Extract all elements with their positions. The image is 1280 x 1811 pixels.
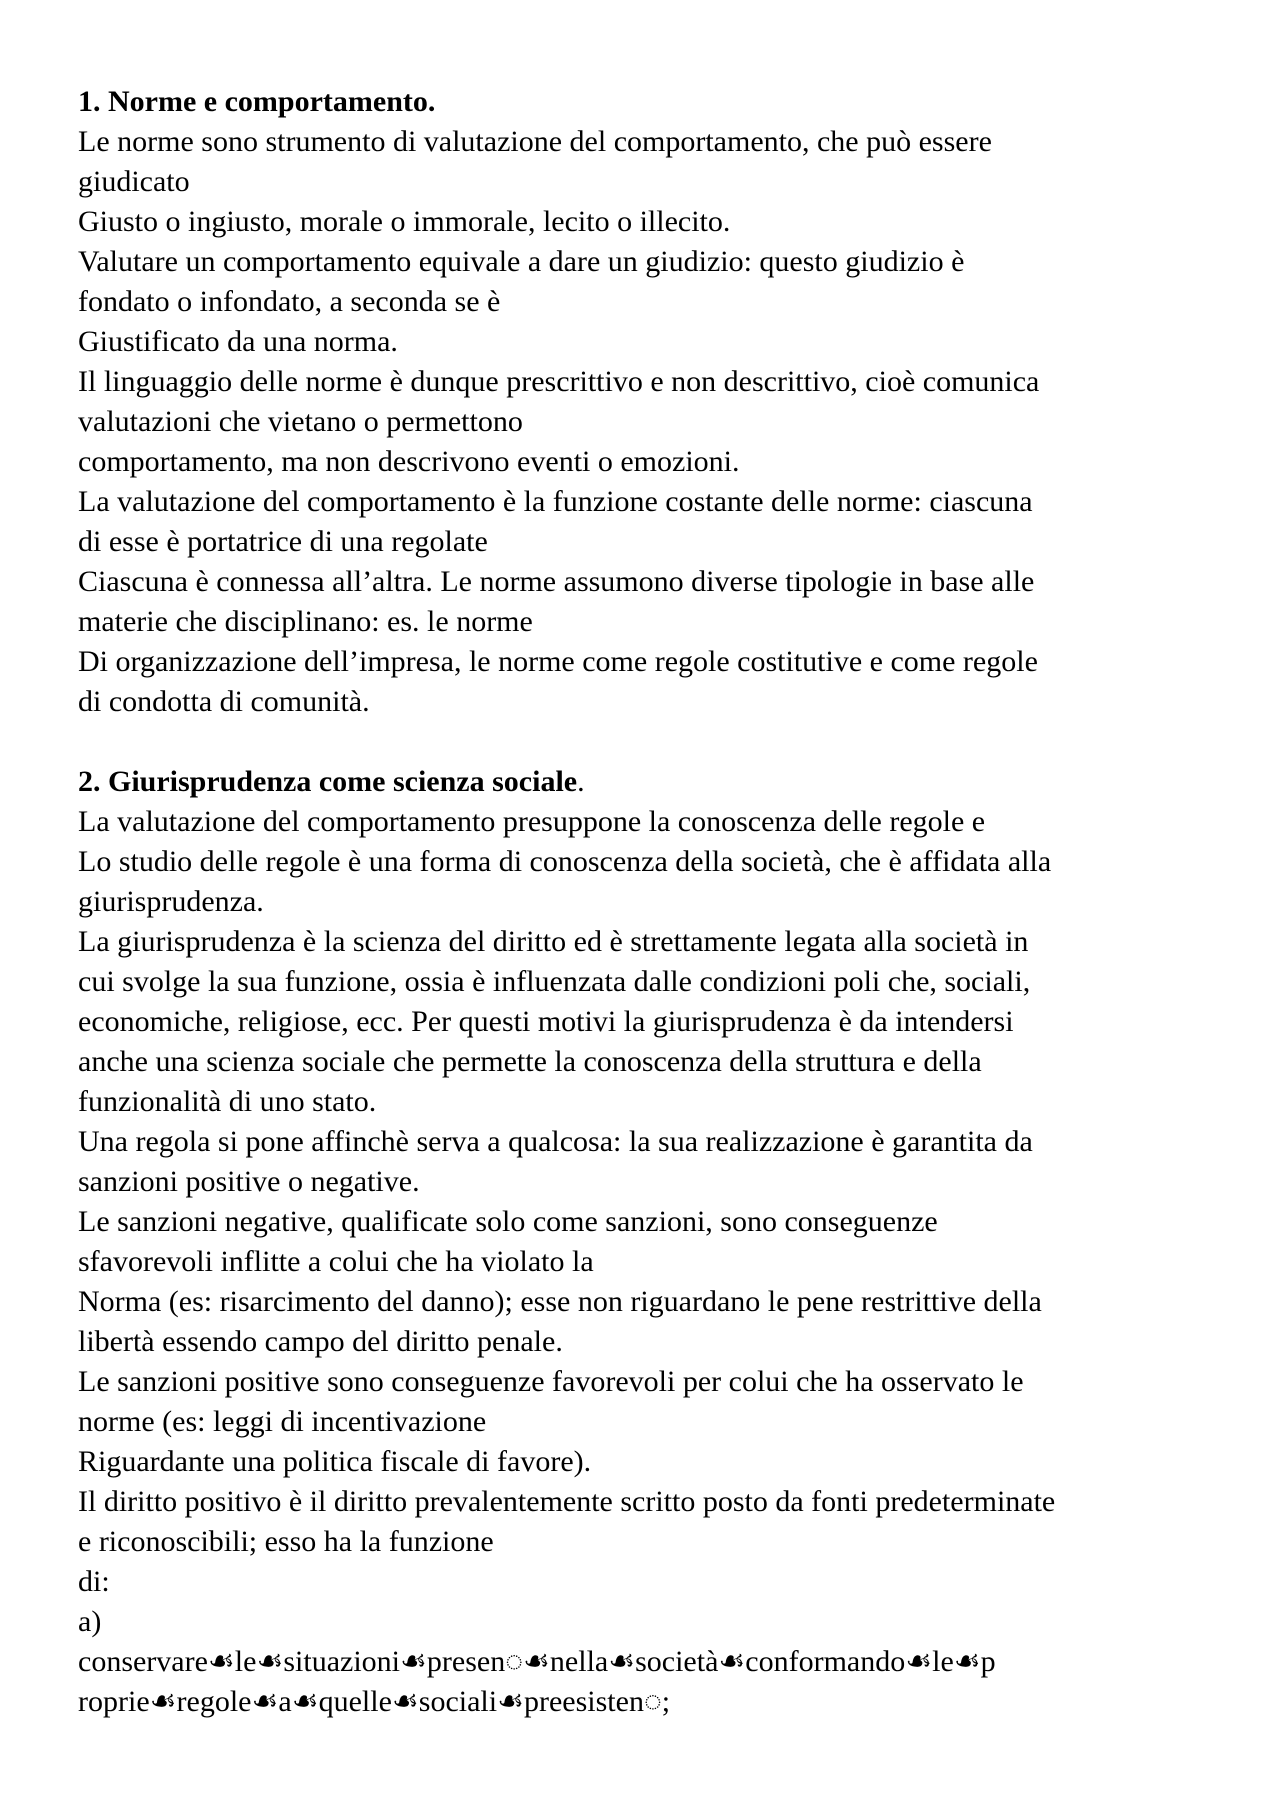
paragraph-line: sfavorevoli inflitte a colui che ha violato la (78, 1245, 594, 1278)
paragraph-line: Valutare un comportamento equivale a dare un giudizio: questo giudizio è (78, 245, 965, 278)
paragraph-line: di esse è portatrice di una regolate (78, 525, 488, 558)
paragraph-line: Il diritto positivo è il diritto prevalentemente scritto posto da fonti predeterminate (78, 1485, 1056, 1518)
section-2-body (78, 802, 1208, 1722)
paragraph-line: Le sanzioni positive sono conseguenze favorevoli per colui che ha osservato le (78, 1365, 1024, 1398)
paragraph-line: roprie☙regole☙a☙quelle☙sociali☙preesisten◌; (78, 1685, 671, 1718)
paragraph-line: Le sanzioni negative, qualificate solo come sanzioni, sono conseguenze (78, 1205, 938, 1238)
paragraph-line: Ciascuna è connessa all’altra. Le norme assumono diverse tipologie in base alle (78, 565, 1035, 598)
paragraph-line: fondato o infondato, a seconda se è (78, 285, 501, 318)
paragraph-line: Riguardante una politica fiscale di favore). (78, 1445, 592, 1478)
paragraph-line: Una regola si pone affinchè serva a qualcosa: la sua realizzazione è garantita da (78, 1125, 1033, 1158)
paragraph-line: di: (78, 1565, 110, 1598)
document-page (78, 82, 1208, 1722)
paragraph-line: a) (78, 1605, 102, 1638)
paragraph-line: conservare☙le☙situazioni☙presen◌☙nella☙società☙conformando☙le☙p (78, 1645, 996, 1678)
paragraph-line: La giurisprudenza è la scienza del diritto ed è strettamente legata alla società in (78, 925, 1029, 958)
paragraph-line: Le norme sono strumento di valutazione del comportamento, che può essere (78, 125, 992, 158)
paragraph-line: Il linguaggio delle norme è dunque prescrittivo e non descrittivo, cioè comunica (78, 365, 1040, 398)
paragraph-line: comportamento, ma non descrivono eventi o emozioni. (78, 445, 740, 478)
section-2-heading: 2. Giurisprudenza come scienza sociale. (78, 765, 585, 798)
paragraph-line: La valutazione del comportamento presuppone la conoscenza delle regole e (78, 805, 986, 838)
paragraph-line: e riconoscibili; esso ha la funzione (78, 1525, 494, 1558)
blank-line (78, 722, 1208, 762)
paragraph-line: materie che disciplinano: es. le norme (78, 605, 533, 638)
paragraph-line: cui svolge la sua funzione, ossia è influenzata dalle condizioni poli che, sociali, (78, 965, 1031, 998)
paragraph-line: Lo studio delle regole è una forma di conoscenza della società, che è affidata alla (78, 845, 1052, 878)
paragraph-line: Giusto o ingiusto, morale o immorale, lecito o illecito. (78, 205, 731, 238)
paragraph-line: Di organizzazione dell’impresa, le norme come regole costitutive e come regole (78, 645, 1038, 678)
paragraph-line: funzionalità di uno stato. (78, 1085, 377, 1118)
paragraph-line: economiche, religiose, ecc. Per questi motivi la giurisprudenza è da intendersi (78, 1005, 1014, 1038)
paragraph-line: norme (es: leggi di incentivazione (78, 1405, 487, 1438)
paragraph-line: Norma (es: risarcimento del danno); esse non riguardano le pene restrittive della (78, 1285, 1042, 1318)
section-1-body (78, 122, 1208, 722)
paragraph-line: libertà essendo campo del diritto penale. (78, 1325, 563, 1358)
section-1-heading: 1. Norme e comportamento. (78, 85, 436, 118)
paragraph-line: La valutazione del comportamento è la funzione costante delle norme: ciascuna (78, 485, 1033, 518)
paragraph-line: anche una scienza sociale che permette la conoscenza della struttura e della (78, 1045, 982, 1078)
paragraph-line: sanzioni positive o negative. (78, 1165, 420, 1198)
paragraph-line: giudicato (78, 165, 190, 198)
paragraph-line: valutazioni che vietano o permettono (78, 405, 523, 438)
paragraph-line: di condotta di comunità. (78, 685, 370, 718)
paragraph-line: giurisprudenza. (78, 885, 264, 918)
paragraph-line: Giustificato da una norma. (78, 325, 398, 358)
